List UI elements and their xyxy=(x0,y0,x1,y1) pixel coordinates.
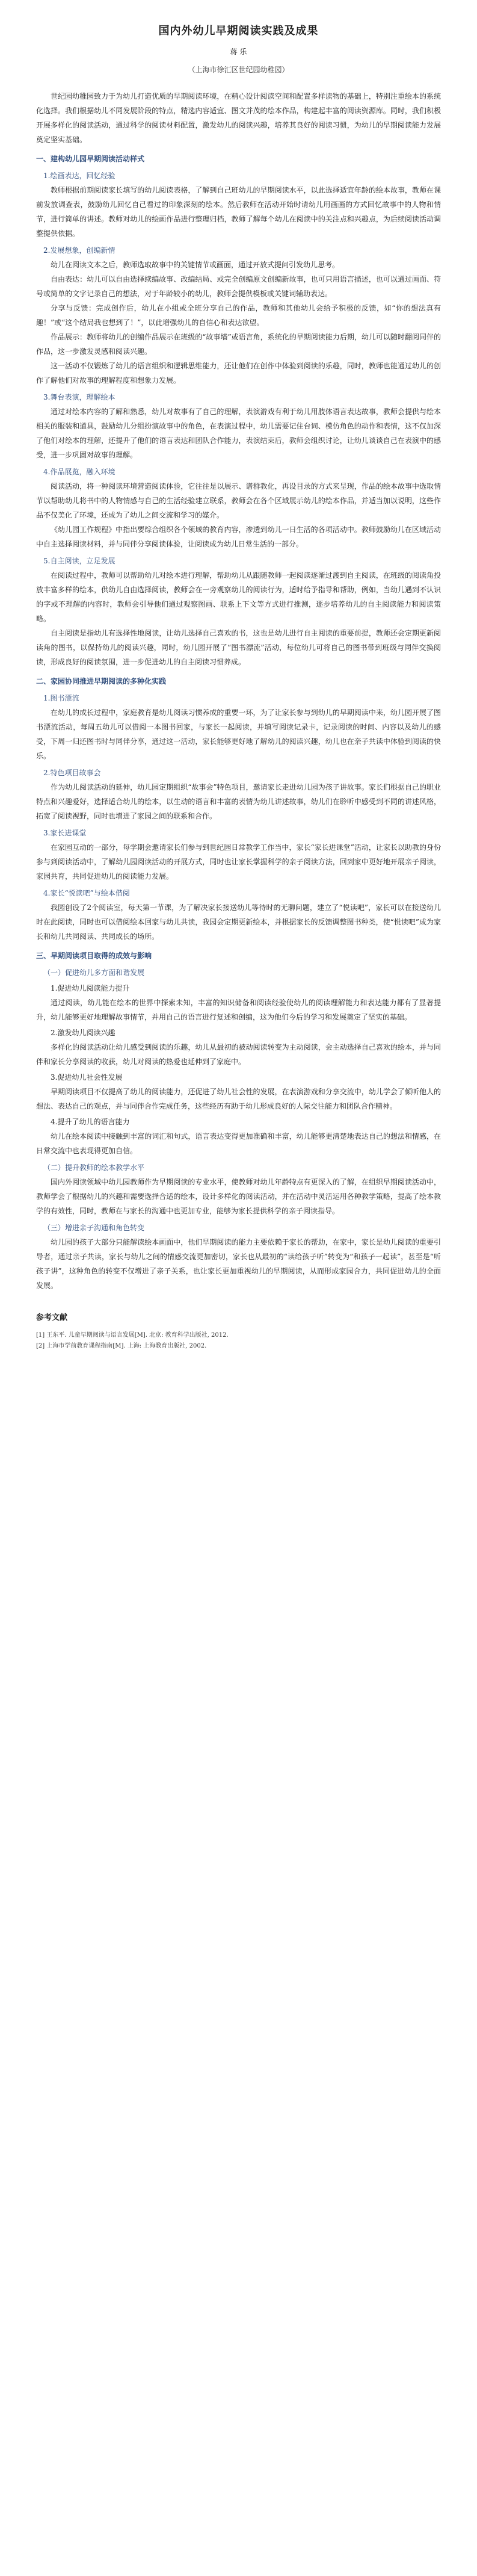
sub-subsection-heading: 1.促进幼儿阅读能力提升 xyxy=(51,984,130,992)
body-paragraph: 教师根据前期阅读家长填写的幼儿阅读表格，了解到自己班幼儿的早期阅读水平，以此选择适宜年龄的绘本故事，教师在课前发放调查表，鼓励幼儿回忆自己看过的印象深刻的绘本。然后教师在活动开始时请幼儿用画画的方式回忆故事中的人物和情节，进行简单的讲述。教师对幼儿的绘画作品进行整理归档，教师了解每个幼儿在阅读中的关注点和兴趣点，为后续阅读活动调整提供依据。 xyxy=(36,186,441,238)
references-heading: 参考文献 xyxy=(36,1313,68,1322)
body-paragraph: 多样化的阅读活动让幼儿感受到阅读的乐趣，幼儿从最初的被动阅读转变为主动阅读，会主动选择自己喜欢的绘本，并与同伴和家长分享阅读的收获，幼儿对阅读的热爱也延伸到了家庭中。 xyxy=(36,1043,441,1066)
subsection-heading: 2.发展想象，创编新情 xyxy=(43,246,115,255)
doc-body xyxy=(36,89,441,1293)
body-paragraph: 自由表达：幼儿可以自由选择续编故事、改编结局、或完全创编原文创编新故事，也可只用语言描述，也可以通过画面、符号或简单的文字记录自己的想法，对于年龄较小的幼儿，教师会提供模板或关键词辅助表达。 xyxy=(36,275,441,298)
subsection-heading: 5.自主阅读，立足发展 xyxy=(43,557,115,565)
subsection-heading: 1.绘画表达，回忆经验 xyxy=(43,172,115,180)
body-paragraph: 幼儿在阅读文本之后，教师选取故事中的关键情节或画面，通过开放式提问引发幼儿思考。 xyxy=(51,261,340,269)
body-paragraph: 幼儿在绘本阅读中接触到丰富的词汇和句式，语言表达变得更加准确和丰富，幼儿能够更清楚地表达自己的想法和情感，在日常交流中也表现得更加自信。 xyxy=(36,1132,441,1155)
section-heading: 三、早期阅读项目取得的成效与影响 xyxy=(36,952,152,960)
section-heading: 二、家园协同推进早期阅读的多种化实践 xyxy=(36,677,167,686)
body-paragraph: 作品展示：教师将幼儿的创编作品展示在班级的“故事墙”或语言角，系统化的早期阅读能力后期，幼儿可以随时翻阅同伴的作品，这一步激发灵感和阅读兴趣。 xyxy=(36,333,441,356)
section-heading: 一、建构幼儿园早期阅读活动样式 xyxy=(36,155,145,163)
subsection-heading: 4.家长“悦读吧”与绘本借阅 xyxy=(43,889,130,897)
body-paragraph: 分享与反馈：完成创作后，幼儿在小组或全班分享自己的作品，教师和其他幼儿会给予积极的反馈，如“你的想法真有趣！”或“这个结局我也想到了！”，以此增强幼儿的自信心和表达欲望。 xyxy=(36,304,441,327)
subsection-heading: 3.家长进课堂 xyxy=(43,829,87,837)
body-paragraph: 通过阅读，幼儿能在绘本的世界中探索未知，丰富的知识储备和阅读经验使幼儿的阅读理解能力和表达能力都有了显著提升，幼儿能够更好地理解故事情节，并用自己的语言进行复述和创编，这为他们今后的学习和发展奠定了坚实的基础。 xyxy=(36,999,441,1021)
sub-subsection-heading: 4.提升了幼儿的语言能力 xyxy=(51,1118,130,1126)
body-paragraph: 我园创设了2个阅读室，每天第一节课，为了解决家长接送幼儿等待时的无聊问题，建立了“悦读吧”，家长可以在接送幼儿时在此阅读，同时也可以借阅绘本回家与幼儿共读，我园会定期更新绘本，并根据家长的反馈调整图书种类，使“悦读吧”成为家长和幼儿共同阅读、共同成长的场所。 xyxy=(36,903,441,941)
subsection-heading: （三）增进亲子沟通和角色转变 xyxy=(43,1224,145,1232)
sub-subsection-heading: 2.激发幼儿阅读兴趣 xyxy=(51,1029,115,1037)
subsection-heading: 2.特色项目故事会 xyxy=(43,769,101,777)
body-paragraph: 阅读活动，将一种阅读环境营造阅读体验，它往往是以展示、谱群教化，再设目录的方式来呈现，作品的绘本故事中选取情节以帮助幼儿将书中的人物情感与自己的生活经验建立联系，教师会在各个区域展示幼儿的绘本作品，并适当加以说明，这些作品不仅美化了环境，还成为了幼儿之间交流和学习的媒介。 xyxy=(36,482,441,519)
body-paragraph: 通过对绘本内容的了解和熟悉，幼儿对故事有了自己的理解，表演游戏有利于幼儿用肢体语言表达故事，教师会提供与绘本相关的服装和道具，鼓励幼儿分组扮演故事中的角色，在表演过程中，幼儿需要记住台词、模仿角色的动作和表情，这不仅加深了他们对绘本的理解，还提升了他们的语言表达和团队合作能力，表演结束后，教师会组织讨论，让幼儿谈谈自己在表演中的感受，进一步巩固对故事的理解。 xyxy=(36,407,441,459)
body-paragraph: 早期阅读项目不仅提高了幼儿的阅读能力，还促进了幼儿社会性的发展，在表演游戏和分享交流中，幼儿学会了倾听他人的想法、表达自己的观点，并与同伴合作完成任务，这些经历有助于幼儿形成良好的人际交往能力和团队合作精神。 xyxy=(36,1088,441,1110)
reference-item: [1] 王东平. 儿童早期阅读与语言发展[M]. 北京: 教育科学出版社, 2012. xyxy=(36,1332,229,1339)
references-section xyxy=(36,1311,441,1352)
body-paragraph: 在家园互动的一部分，每学期会邀请家长们参与到世纪园日常教学工作当中，家长“家长进课堂”活动，让家长以助教的身份参与到阅读活动中，了解幼儿园阅读活动的开展方式，同时也让家长掌握科学的亲子阅读方法，回到家中更好地开展亲子阅读，家园共育，共同促进幼儿的阅读能力发展。 xyxy=(36,843,441,881)
body-paragraph: 国内外阅读领域中幼儿园教师作为早期阅读的专业水平，使教师对幼儿年龄特点有更深入的了解，在组织早期阅读活动中，教师学会了根据幼儿的兴趣和需要选择合适的绘本，设计多样化的阅读活动，并在活动中灵活运用各种教学策略，提高了绘本教学的有效性，同时，教师在与家长的沟通中也更加专业，能够为家长提供科学的亲子阅读指导。 xyxy=(36,1178,441,1215)
reference-item: [2] 上海市学前教育课程指南[M]. 上海: 上海教育出版社, 2002. xyxy=(36,1343,207,1349)
body-paragraph: 作为幼儿阅读活动的延伸，幼儿园定期组织“故事会”特色项目，邀请家长走进幼儿园为孩子讲故事。家长们根据自己的职业特点和兴趣爱好，选择适合幼儿的绘本，以生动的语言和丰富的表情为幼儿讲述故事，幼儿们在聆听中感受到不同的讲述风格，拓宽了阅读视野，同时也增进了家园之间的联系和合作。 xyxy=(36,783,441,820)
body-paragraph: 世纪园幼稚园致力于为幼儿打造优质的早期阅读环境，在精心设计阅读空间和配置多样读物的基础上，特别注重绘本的系统化选择。我们根据幼儿不同发展阶段的特点，精选内容适宜、图文并茂的绘本作品，构建起丰富的阅读资源库。同时，我们积极开展多样化的阅读活动，通过科学的阅读材料配置，激发幼儿的阅读兴趣，培养其良好的阅读习惯，为幼儿的早期阅读能力发展奠定坚实基础。 xyxy=(36,92,441,144)
subsection-heading: 3.舞台表演，理解绘本 xyxy=(43,393,115,401)
doc-author: 蒋 乐 xyxy=(230,48,247,56)
sub-subsection-heading: 3.促进幼儿社会性发展 xyxy=(51,1073,123,1082)
subsection-heading: 1.图书漂流 xyxy=(43,694,79,702)
body-paragraph: 自主阅读是指幼儿有选择性地阅读，让幼儿选择自己喜欢的书，这也是幼儿进行自主阅读的重要前提，教师还会定期更新阅读角的图书，以保持幼儿的阅读兴趣，同时，幼儿园开展了“图书漂流”活动，每位幼儿可将自己的图书带到班级与同伴交换阅读，形成良好的阅读氛围，进一步促进幼儿的自主阅读习惯养成。 xyxy=(36,629,441,666)
body-paragraph: 这一活动不仅锻炼了幼儿的语言组织和逻辑思维能力，还让他们在创作中体验到阅读的乐趣，同时，教师也能通过幼儿的创作了解他们对故事的理解程度和想象力发展。 xyxy=(36,362,441,385)
subsection-heading: （一）促进幼儿多方面和谐发展 xyxy=(43,968,145,977)
subsection-heading: （二）提升教师的绘本教学水平 xyxy=(43,1163,145,1172)
references-list xyxy=(36,1330,441,1352)
body-paragraph: 《幼儿园工作规程》中指出要综合组织各个领域的教育内容，渗透到幼儿一日生活的各项活动中。教师鼓励幼儿在区域活动中自主选择阅读材料，并与同伴分享阅读体验，让阅读成为幼儿日常生活的一部分。 xyxy=(36,525,441,548)
body-paragraph: 幼儿园的孩子大部分只能解读绘本画面中，他们早期阅读的能力主要依赖于家长的帮助，在家中，家长是幼儿阅读的重要引导者，通过亲子共读，家长与幼儿之间的情感交流更加密切，家长也从最初的“读给孩子听”转变为“和孩子一起读”，甚至是“听孩子讲”，这种角色的转变不仅增进了亲子关系，也让家长更加重视幼儿的早期阅读，从而形成家园合力，共同促进幼儿的全面发展。 xyxy=(36,1238,441,1290)
doc-affiliation: （上海市徐汇区世纪园幼稚园） xyxy=(188,66,289,74)
doc-title: 国内外幼儿早期阅读实践及成果 xyxy=(158,25,319,37)
body-paragraph: 在阅读过程中，教师可以帮助幼儿对绘本进行理解，帮助幼儿从跟随教师一起阅读逐渐过渡到自主阅读，在班级的阅读角投放丰富多样的绘本，供幼儿自由选择阅读，教师会在一旁观察幼儿的阅读行为，适时给予指导和帮助，例如，当幼儿遇到不认识的字或不理解的内容时，教师会引导他们通过观察图画、联系上下文等方式进行推测，逐步培养幼儿的自主阅读能力和阅读策略。 xyxy=(36,571,441,623)
subsection-heading: 4.作品展览，融入环境 xyxy=(43,468,115,476)
body-paragraph: 在幼儿的成长过程中，家庭教育是幼儿阅读习惯养成的重要一环，为了让家长参与到幼儿的早期阅读中来，幼儿园开展了图书漂流活动，每周五幼儿可以借阅一本图书回家，与家长一起阅读，并填写阅读记录卡，记录阅读的时间、内容以及幼儿的感受，下周一归还图书时与同伴分享，通过这一活动，家长能够更好地了解幼儿的阅读兴趣，幼儿也在亲子共读中体验到阅读的快乐。 xyxy=(36,708,441,760)
